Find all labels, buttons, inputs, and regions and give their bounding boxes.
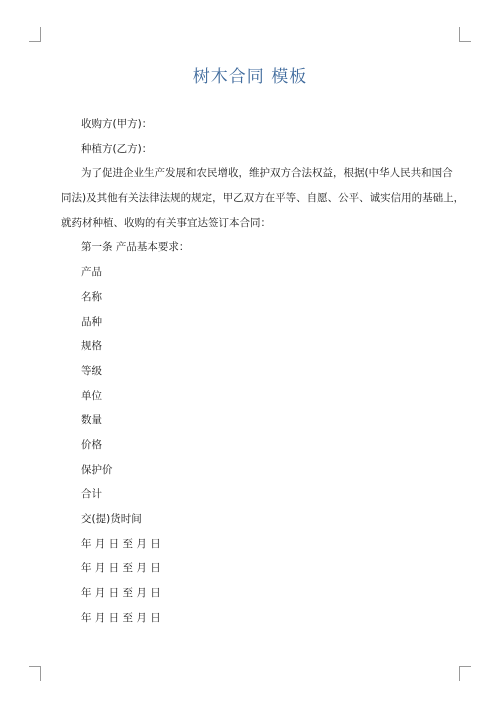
intro-line-3: 就药材种植、收购的有关事宜达签订本合同： [61, 216, 271, 229]
field-grade: 等级 [81, 364, 102, 377]
field-quantity: 数量 [81, 414, 102, 427]
date-range-line: 年 月 日 至 月 日 [81, 562, 161, 575]
article-one-heading: 第一条 产品基本要求： [81, 241, 190, 254]
document-title: 树木合同 模板 [192, 67, 308, 87]
field-total: 合计 [81, 488, 102, 501]
buyer-line: 收购方(甲方)： [81, 118, 153, 130]
crop-mark-top-right [459, 27, 471, 42]
field-spec: 规格 [81, 340, 102, 353]
intro-line-1: 为了促进企业生产发展和农民增收，维护双方合法权益，根据(中华人民共和国合 [81, 167, 453, 180]
grower-line: 种植方(乙方)： [81, 142, 153, 155]
field-protective-price: 保护价 [81, 463, 113, 476]
field-variety: 品种 [81, 315, 102, 328]
date-range-line: 年 月 日 至 月 日 [81, 611, 161, 624]
date-range-line: 年 月 日 至 月 日 [81, 537, 161, 550]
field-name: 名称 [81, 290, 102, 303]
field-delivery-time: 交(提)货时间 [81, 513, 142, 526]
field-price: 价格 [81, 438, 102, 451]
crop-mark-bottom-right [459, 666, 471, 681]
crop-mark-top-left [29, 27, 41, 42]
document-body [61, 112, 465, 630]
intro-line-2: 同法)及其他有关法律法规的规定，甲乙双方在平等、自愿、公平、诚实信用的基础上， [61, 192, 465, 205]
field-product: 产品 [81, 266, 102, 279]
date-range-line: 年 月 日 至 月 日 [81, 587, 161, 600]
field-unit: 单位 [81, 389, 102, 402]
intro-paragraph [61, 161, 465, 235]
crop-mark-bottom-left [29, 666, 41, 681]
